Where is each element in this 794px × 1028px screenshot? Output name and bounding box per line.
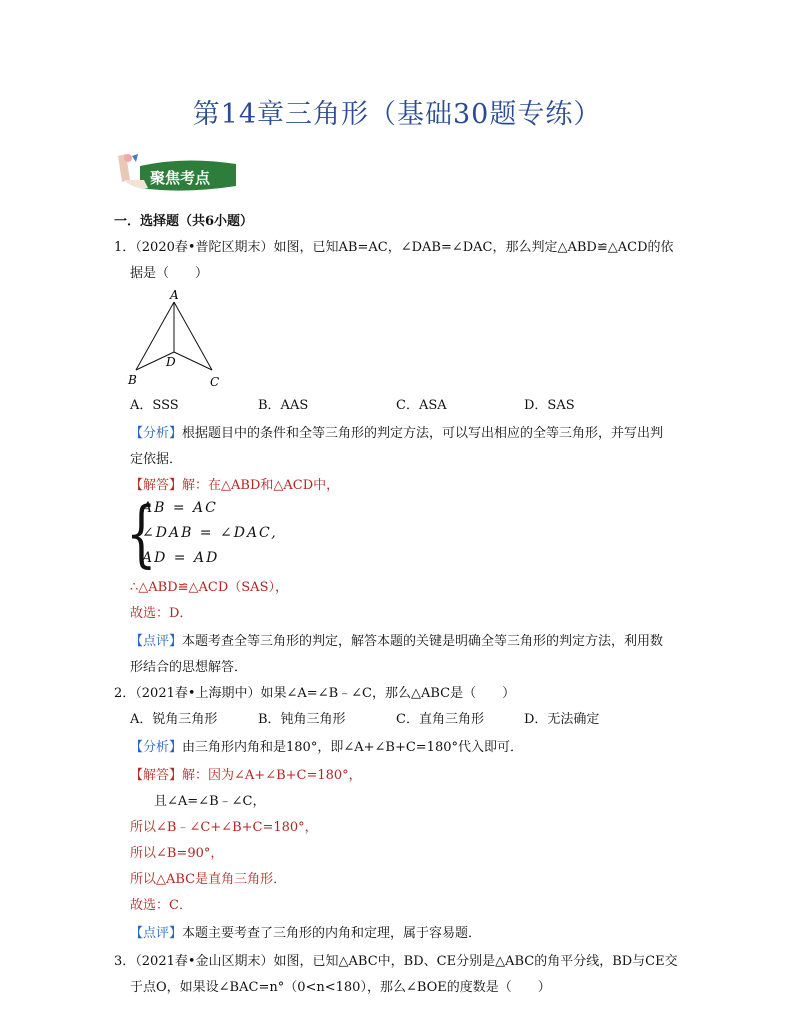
q1-choice: 故选：D． — [130, 606, 193, 621]
q2-option-d: D．无法确定 — [524, 712, 600, 727]
q1-analysis-tag: 【分析】 — [130, 426, 183, 441]
section-header: 一．选择题（共6小题） — [114, 214, 254, 229]
fig-label-a: A — [170, 288, 179, 302]
q2-answer-tag: 【解答】 — [130, 768, 183, 783]
page-title: 第14章三角形（基础30题专练） — [192, 99, 602, 130]
q2-comment-text: 本题主要考查了三角形的内角和定理，属于容易题． — [182, 926, 482, 941]
fig-label-b: B — [128, 373, 137, 387]
q1-option-a: A．SSS — [130, 398, 179, 413]
q2-answer-line2: 且∠A=∠B﹣∠C， — [154, 794, 266, 809]
q1-comment-line2: 形结合的思想解答． — [130, 660, 248, 675]
system-eq-1: AB = AC — [142, 500, 218, 516]
q2-stem: 2．（2021春•上海期中）如果∠A=∠B﹣∠C，那么△ABC是（ ） — [114, 686, 516, 701]
fig-label-c: C — [210, 375, 220, 389]
focus-badge — [114, 150, 240, 194]
q1-option-b: B．AAS — [258, 398, 309, 413]
q1-stem-line2: 据是（ ） — [130, 266, 209, 281]
q2-option-c: C．直角三角形 — [396, 712, 484, 727]
q2-answer-line4: 所以∠B=90°， — [130, 846, 224, 861]
system-eq-2: ∠DAB = ∠DAC, — [142, 525, 278, 541]
q2-option-b: B．钝角三角形 — [258, 712, 346, 727]
badge-graphic — [114, 150, 240, 194]
q1-option-d: D．SAS — [524, 398, 575, 413]
q2-analysis-tag: 【分析】 — [130, 740, 183, 755]
q2-analysis-text: 由三角形内角和是180°，即∠A+∠B+C=180°代入即可． — [182, 740, 523, 755]
q1-stem-line1: 1．（2020春•普陀区期末）如图，已知AB=AC，∠DAB=∠DAC，那么判定△ABD≌△ACD的依 — [114, 240, 674, 255]
q3-stem-line2: 于点O，如果设∠BAC=n°（0<n<180），那么∠BOE的度数是（ ） — [130, 980, 551, 995]
badge-label: 聚焦考点 — [150, 169, 211, 187]
fig-label-d: D — [166, 355, 176, 369]
q1-analysis-text: 根据题目中的条件和全等三角形的判定方法，可以写出相应的全等三角形，并写出判 — [182, 426, 664, 441]
system-eq-3: AD = AD — [142, 550, 220, 566]
q2-answer-line5: 所以△ABC是直角三角形． — [130, 872, 287, 887]
q2-comment-tag: 【点评】 — [130, 926, 183, 941]
q1-triangle-figure — [122, 288, 232, 392]
q2-option-a: A．锐角三角形 — [130, 712, 218, 727]
q1-comment-text: 本题考查全等三角形的判定，解答本题的关键是明确全等三角形的判定方法，利用数 — [182, 634, 664, 649]
q2-answer-text: 解：因为∠A+∠B+C=180°， — [182, 768, 362, 783]
q2-choice: 故选：C． — [130, 898, 192, 913]
q1-conclusion: ∴△ABD≌△ACD（SAS）， — [130, 580, 288, 595]
system-brace: { — [126, 492, 157, 576]
q1-option-c: C．ASA — [396, 398, 447, 413]
q1-answer-tag: 【解答】 — [130, 478, 183, 493]
q3-stem-line1: 3．（2021春•金山区期末）如图，已知△ABC中，BD、CE分别是△ABC的角平分线，BD与CE交 — [114, 954, 678, 969]
q1-comment-tag: 【点评】 — [130, 634, 183, 649]
q1-analysis-line2: 定依据． — [130, 452, 183, 467]
q2-answer-line3: 所以∠B﹣∠C+∠B+C=180°， — [130, 820, 318, 835]
q1-answer-text: 解：在△ABD和△ACD中， — [182, 478, 340, 493]
